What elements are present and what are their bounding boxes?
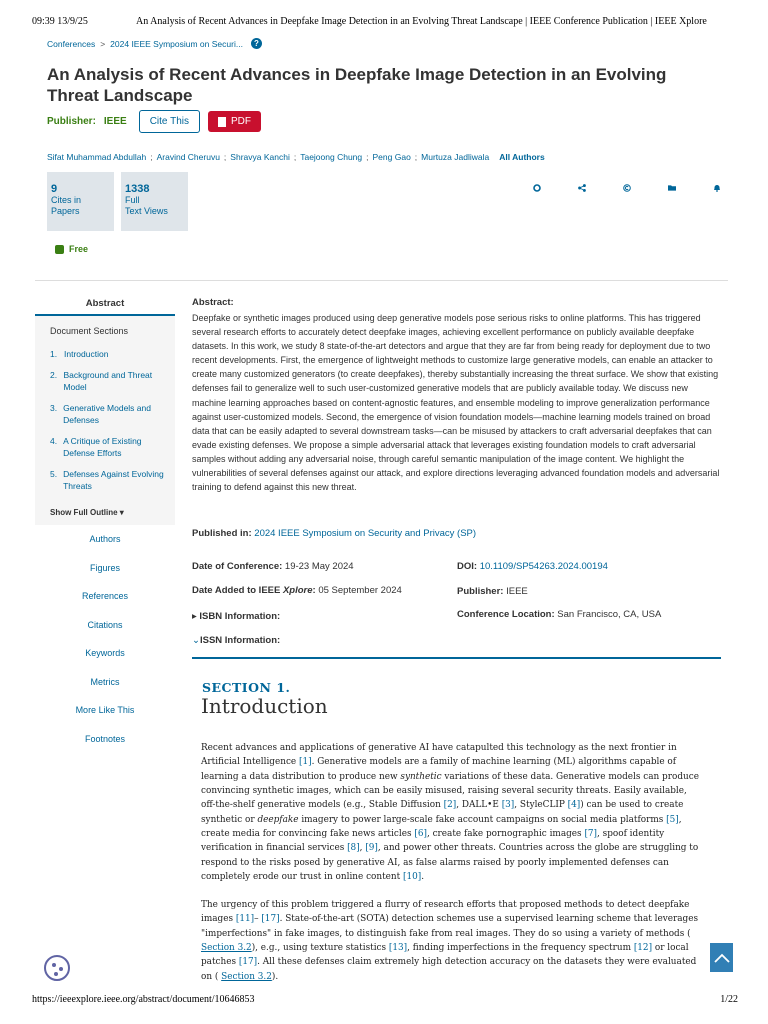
metric-value: 1338 [125,183,150,195]
caret-right-icon: ▸ [192,611,197,622]
pdf-file-icon [218,117,226,127]
meta-label: Publisher: [457,586,504,597]
section-title: Introduction [201,694,328,718]
sidebar-link-metrics[interactable]: Metrics [90,676,120,687]
section-number: 4. [50,436,58,446]
citation-link[interactable]: [11] [235,914,255,925]
breadcrumb-symposium[interactable]: 2024 IEEE Symposium on Securi... [110,38,243,49]
sidebar-abstract-tab[interactable]: Abstract [35,291,175,316]
meta-label-xplore: Xplore [282,585,313,596]
publisher-row [47,110,261,133]
author-separator: ; [223,152,227,162]
meta-label: Date Added to IEEE [192,585,281,596]
sidebar-link-more-like-this[interactable]: More Like This [75,705,135,715]
meta-publisher [457,586,528,597]
free-label: Free [69,244,89,254]
citation-link[interactable]: [12] [633,943,653,954]
section-number-label: SECTION 1. [202,680,291,695]
section-item[interactable] [50,369,170,393]
section-link[interactable]: Section 3.2 [221,971,272,982]
metric-value: 9 [51,183,58,195]
section-number: 2. [50,370,58,380]
author-separator: ; [366,152,369,162]
folder-icon[interactable] [668,184,676,192]
citation-link[interactable]: [4] [567,800,581,811]
intro-paragraph-2: The urgency of this problem triggered a flurry of research efforts that proposed methods to detect deepfake images [11]– [17]. State-of-the-art (SOTA) detection schemes use a supervised learning scheme that leverages "imperfections" in fake images, to distinguish fake from real images. They do so using a variety of methods ( Section 3.2), e.g., using texture statistics [13], finding imperfections in the frequency spectrum [12] or local patches [17]. All these defenses claim extremely high detection accuracy on the datasets they were evaluated on ( Section 3.2). [201,900,698,982]
pdf-label: PDF [230,116,251,127]
caret-down-icon: ⌄ [192,635,200,646]
print-header [0,16,768,32]
abstract-text: Deepfake or synthetic images produced using deep generative models pose serious risks to online platforms. This has triggered several research efforts to accurately detect deepfake images, achieving excellent performance on publicly available deepfake datasets. In this work, we study 8 state-of-the-art detectors and argue that they are far from being ready for deployment due to two recent developments. First, the emergence of lightweight methods to customize large generative models, can enable an attacker to create many customized generators (to create deepfakes), thereby substantially increasing the threat surface. We show that existing defenses fail to generalize well to such user-customized generative models that are publicly available today. We discuss new machine learning approaches based on content-agnostic features, and ensemble modeling to improve generalization performance against user-customized models. Second, the emergence of vision foundation models—machine learning models trained on broad data that can be easily adapted to several downstream tasks—can be misused by attackers to craft adversarial deepfakes that can evade existing defenses. We propose a simple adversarial attack that leverages existing foundation models to craft adversarial samples without adding any adversarial noise, through careful semantic manipulation of the image content. We highlight the vulnerabilities of several defenses against our attack, and explore directions leveraging advanced foundation models and adversarial training to defend against this new threat. [192,313,720,493]
free-access-badge [55,244,88,254]
share-icon[interactable] [578,184,586,192]
section-item[interactable] [50,468,170,492]
breadcrumb-conferences[interactable]: Conferences [47,38,96,49]
document-tools [533,184,721,192]
author-link[interactable]: Sifat Muhammad Abdullah [47,152,147,162]
section-label: A Critique of Existing Defense Efforts [63,436,142,458]
document-sidebar [35,291,175,752]
citation-link[interactable]: [5] [666,814,679,825]
author-separator: ; [150,152,153,162]
meta-label: DOI: [457,561,478,572]
breadcrumb [47,38,262,49]
chevron-up-icon [714,953,730,963]
meta-label: ISSN Information: [199,635,281,646]
cite-this-button[interactable]: Cite This [139,110,200,133]
metric-label: Text Views [125,206,168,216]
abstract-heading: Abstract: [192,297,234,308]
citation-link[interactable]: [6] [414,829,427,840]
publisher-value: IEEE [103,116,127,127]
metric-label: Full [125,195,140,205]
meta-label: Conference Location: [457,609,555,620]
doi [457,561,608,572]
section-label: Defenses Against Evolving Threats [63,469,164,491]
sidebar-links [35,525,175,753]
citation-link[interactable]: [1] [299,757,312,768]
pdf-button[interactable] [208,111,261,132]
date-added: Date Added to IEEE Xplore: 05 September 2024 [192,585,402,596]
copyright-icon[interactable] [623,184,631,192]
conference-location [457,609,661,620]
breadcrumb-separator: > [100,38,106,49]
print-time: 09:39 13/9/25 [32,16,88,27]
sidebar-link-figures[interactable]: Figures [89,562,120,573]
show-full-outline-button[interactable]: Show Full Outline ▾ [50,508,124,517]
metric-label: Cites in [51,195,82,205]
section-item[interactable] [50,435,170,459]
section-list [50,348,170,501]
intro-paragraph-1: Recent advances and applications of generative AI have catapulted this technology as the next frontier in Artificial Intelligence [1]. Generative models are a family of machine learning (ML) algorithms capable of learning a data distribution to produce new synthetic variations of these data. Generative models can produce convincing synthetic images, which can be easily misused, raising several security threats. Easily available, off-the-shelf generative models (e.g., Stable Diffusion [2], DALL•E [3], StyleCLIP [4]) can be used to create synthetic or deepfake imagery to power large-scale fake account campaigns on social media platforms [5], create media for convincing fake news articles [6], create fake pornographic images [7], spoof identity verification in financial services [8], [9], and power other threats. Countries across the globe are struggling to respond to the risks posed by generative AI, as false alarms raised by poorly implemented defenses can completely erode our trust in online content [10]. [201,743,699,883]
all-authors-link[interactable]: All Authors [499,152,545,162]
meta-value: 19-23 May 2024 [284,561,354,572]
section-label: Background and Threat Model [63,370,153,392]
help-icon[interactable]: ? [251,38,262,49]
section-label: Introduction [64,349,109,359]
citation-link[interactable]: [17] [261,914,280,925]
section-item[interactable] [50,348,170,360]
section-number: 3. [50,403,58,413]
document-sections-heading: Document Sections [50,326,129,336]
author-list [47,152,545,162]
meta-label: Date of Conference: [192,561,283,572]
citation-link[interactable]: [17] [238,957,258,968]
doi-link[interactable]: 10.1109/SP54263.2024.00194 [479,561,608,572]
meta-label: ISBN Information: [199,611,281,622]
print-footer [0,994,768,1008]
published-in-link[interactable]: 2024 IEEE Symposium on Security and Privacy (SP) [254,528,477,539]
print-page-number: 1/22 [720,994,738,1005]
citation-link[interactable]: [10] [403,872,422,883]
metric-label: Papers [51,206,80,216]
section-divider [192,657,721,659]
author-separator: ; [414,152,418,162]
author-link[interactable]: Peng Gao [372,152,411,162]
unlock-icon [55,245,64,254]
citation-link[interactable]: [2] [443,800,457,811]
divider [35,280,728,281]
section-link[interactable]: Section 3.2 [201,943,252,954]
cites-in-papers-metric[interactable] [47,172,114,231]
author-link[interactable]: Taejoong Chung [300,152,363,162]
citation-link[interactable]: [13] [388,943,408,954]
settings-icon[interactable] [533,184,541,192]
author-link[interactable]: Murtuza Jadliwala [421,152,490,162]
meta-value: San Francisco, CA, USA [557,609,662,620]
section-number: 1. [50,349,58,359]
published-in-label: Published in: [192,528,252,539]
print-title: An Analysis of Recent Advances in Deepfake Image Detection in an Evolving Threat Landscape | IEEE Conference Publication | IEEE Xplore [136,16,707,27]
issn-toggle[interactable] [192,635,280,646]
section-item[interactable] [50,402,170,426]
section-number: 5. [50,469,58,479]
section-label: Generative Models and Defenses [63,403,151,425]
sidebar-link-authors[interactable]: Authors [89,534,121,544]
isbn-toggle[interactable] [192,611,280,622]
sidebar-link-citations[interactable]: Citations [87,619,123,630]
sidebar-link-footnotes[interactable]: Footnotes [84,733,126,744]
meta-value: IEEE [506,586,528,597]
date-of-conference [192,561,354,572]
scroll-to-top-button[interactable] [710,943,733,972]
full-text-views-metric[interactable] [121,172,188,231]
citation-link[interactable]: [3] [501,800,515,811]
author-link[interactable]: Aravind Cheruvu [156,152,220,162]
author-separator: ; [293,152,297,162]
page-title: An Analysis of Recent Advances in Deepfake Image Detection in an Evolving Threat Landscape [47,65,667,105]
cookie-preferences-icon[interactable] [44,955,70,981]
published-in [192,528,476,539]
author-link[interactable]: Shravya Kanchi [230,152,290,162]
sidebar-link-keywords[interactable]: Keywords [85,648,125,658]
sidebar-link-references[interactable]: References [81,591,129,601]
citation-link[interactable]: [8] [347,843,360,854]
bell-icon[interactable] [713,184,721,192]
publisher-label: Publisher: [47,116,96,127]
meta-value: 05 September 2024 [318,585,402,596]
citation-link[interactable]: [7] [584,829,598,840]
citation-link[interactable]: [9] [365,843,378,854]
print-url: https://ieeexplore.ieee.org/abstract/document/10646853 [32,994,255,1005]
